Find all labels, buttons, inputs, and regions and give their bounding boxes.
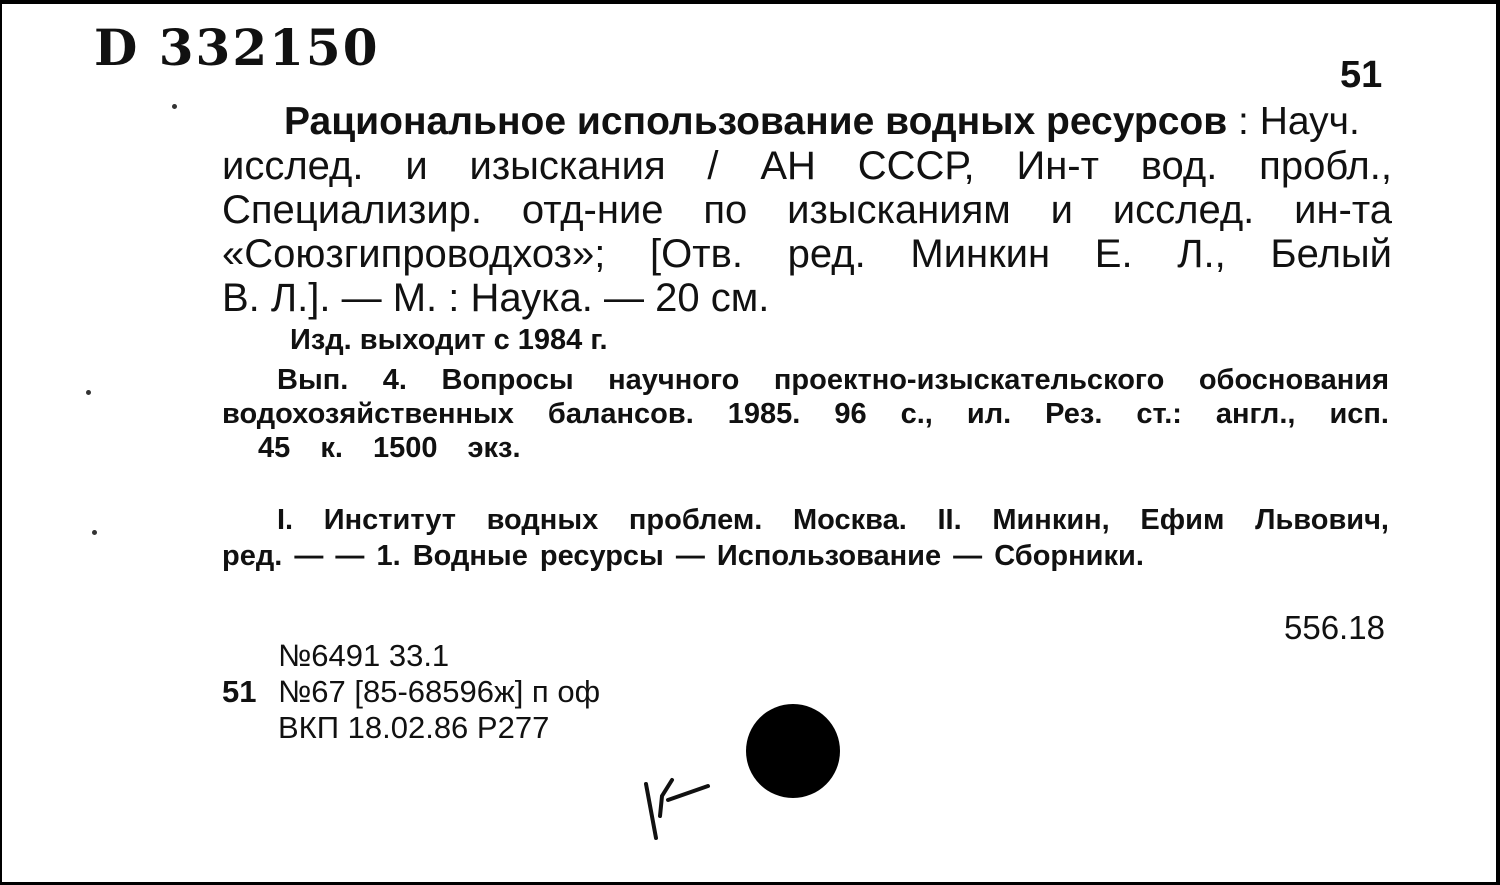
margin-dot-3 (92, 530, 97, 535)
margin-dot-2 (86, 390, 91, 395)
catalog-line-2: №67 [85-68596ж] п оф (278, 674, 601, 709)
issue-line-2: водохозяйственных балансов. 1985. 96 с., ил. Рез. ст.: англ., исп. (222, 398, 1389, 430)
main-line-1: исслед. и изыскания / АН СССР, Ин-т вод. пробл., (222, 144, 1392, 188)
title-rest: : Науч. (1227, 100, 1360, 143)
title-bold: Рациональное использование водных ресурсов (284, 100, 1228, 143)
tracing-line-1: I. Институт водных проблем. Москва. II. Минкин, Ефим Львович, (277, 504, 1389, 536)
margin-dot-1 (172, 104, 177, 109)
catalog-line-3: ВКП 18.02.86 Р277 (278, 710, 550, 745)
main-line-2: Специализир. отд-ние по изысканиям и исслед. ин-та (222, 188, 1392, 232)
corner-number: 51 (1340, 54, 1383, 96)
tracing-line-2: ред. — — 1. Водные ресурсы — Использование — Сборники. (222, 540, 1144, 572)
title-line (284, 100, 1392, 144)
catalog-line-1: №6491 33.1 (278, 638, 450, 673)
catalog-prefix: 51 (222, 674, 257, 709)
issue-line-3: 45 к. 1500 экз. (258, 432, 521, 464)
main-line-3: «Союзгипроводхоз»; [Отв. ред. Минкин Е. Л., Белый (222, 232, 1392, 276)
handwritten-checkmark (638, 756, 718, 846)
issue-line-1: Вып. 4. Вопросы научного проектно-изыскательского обоснования (277, 364, 1389, 396)
handwritten-id: D 332150 (94, 18, 380, 77)
classification-number: 556.18 (1284, 609, 1385, 646)
main-line-4: В. Л.]. — М. : Наука. — 20 см. (222, 276, 770, 320)
publication-note: Изд. выходит с 1984 г. (290, 324, 608, 356)
punch-hole (746, 704, 840, 798)
